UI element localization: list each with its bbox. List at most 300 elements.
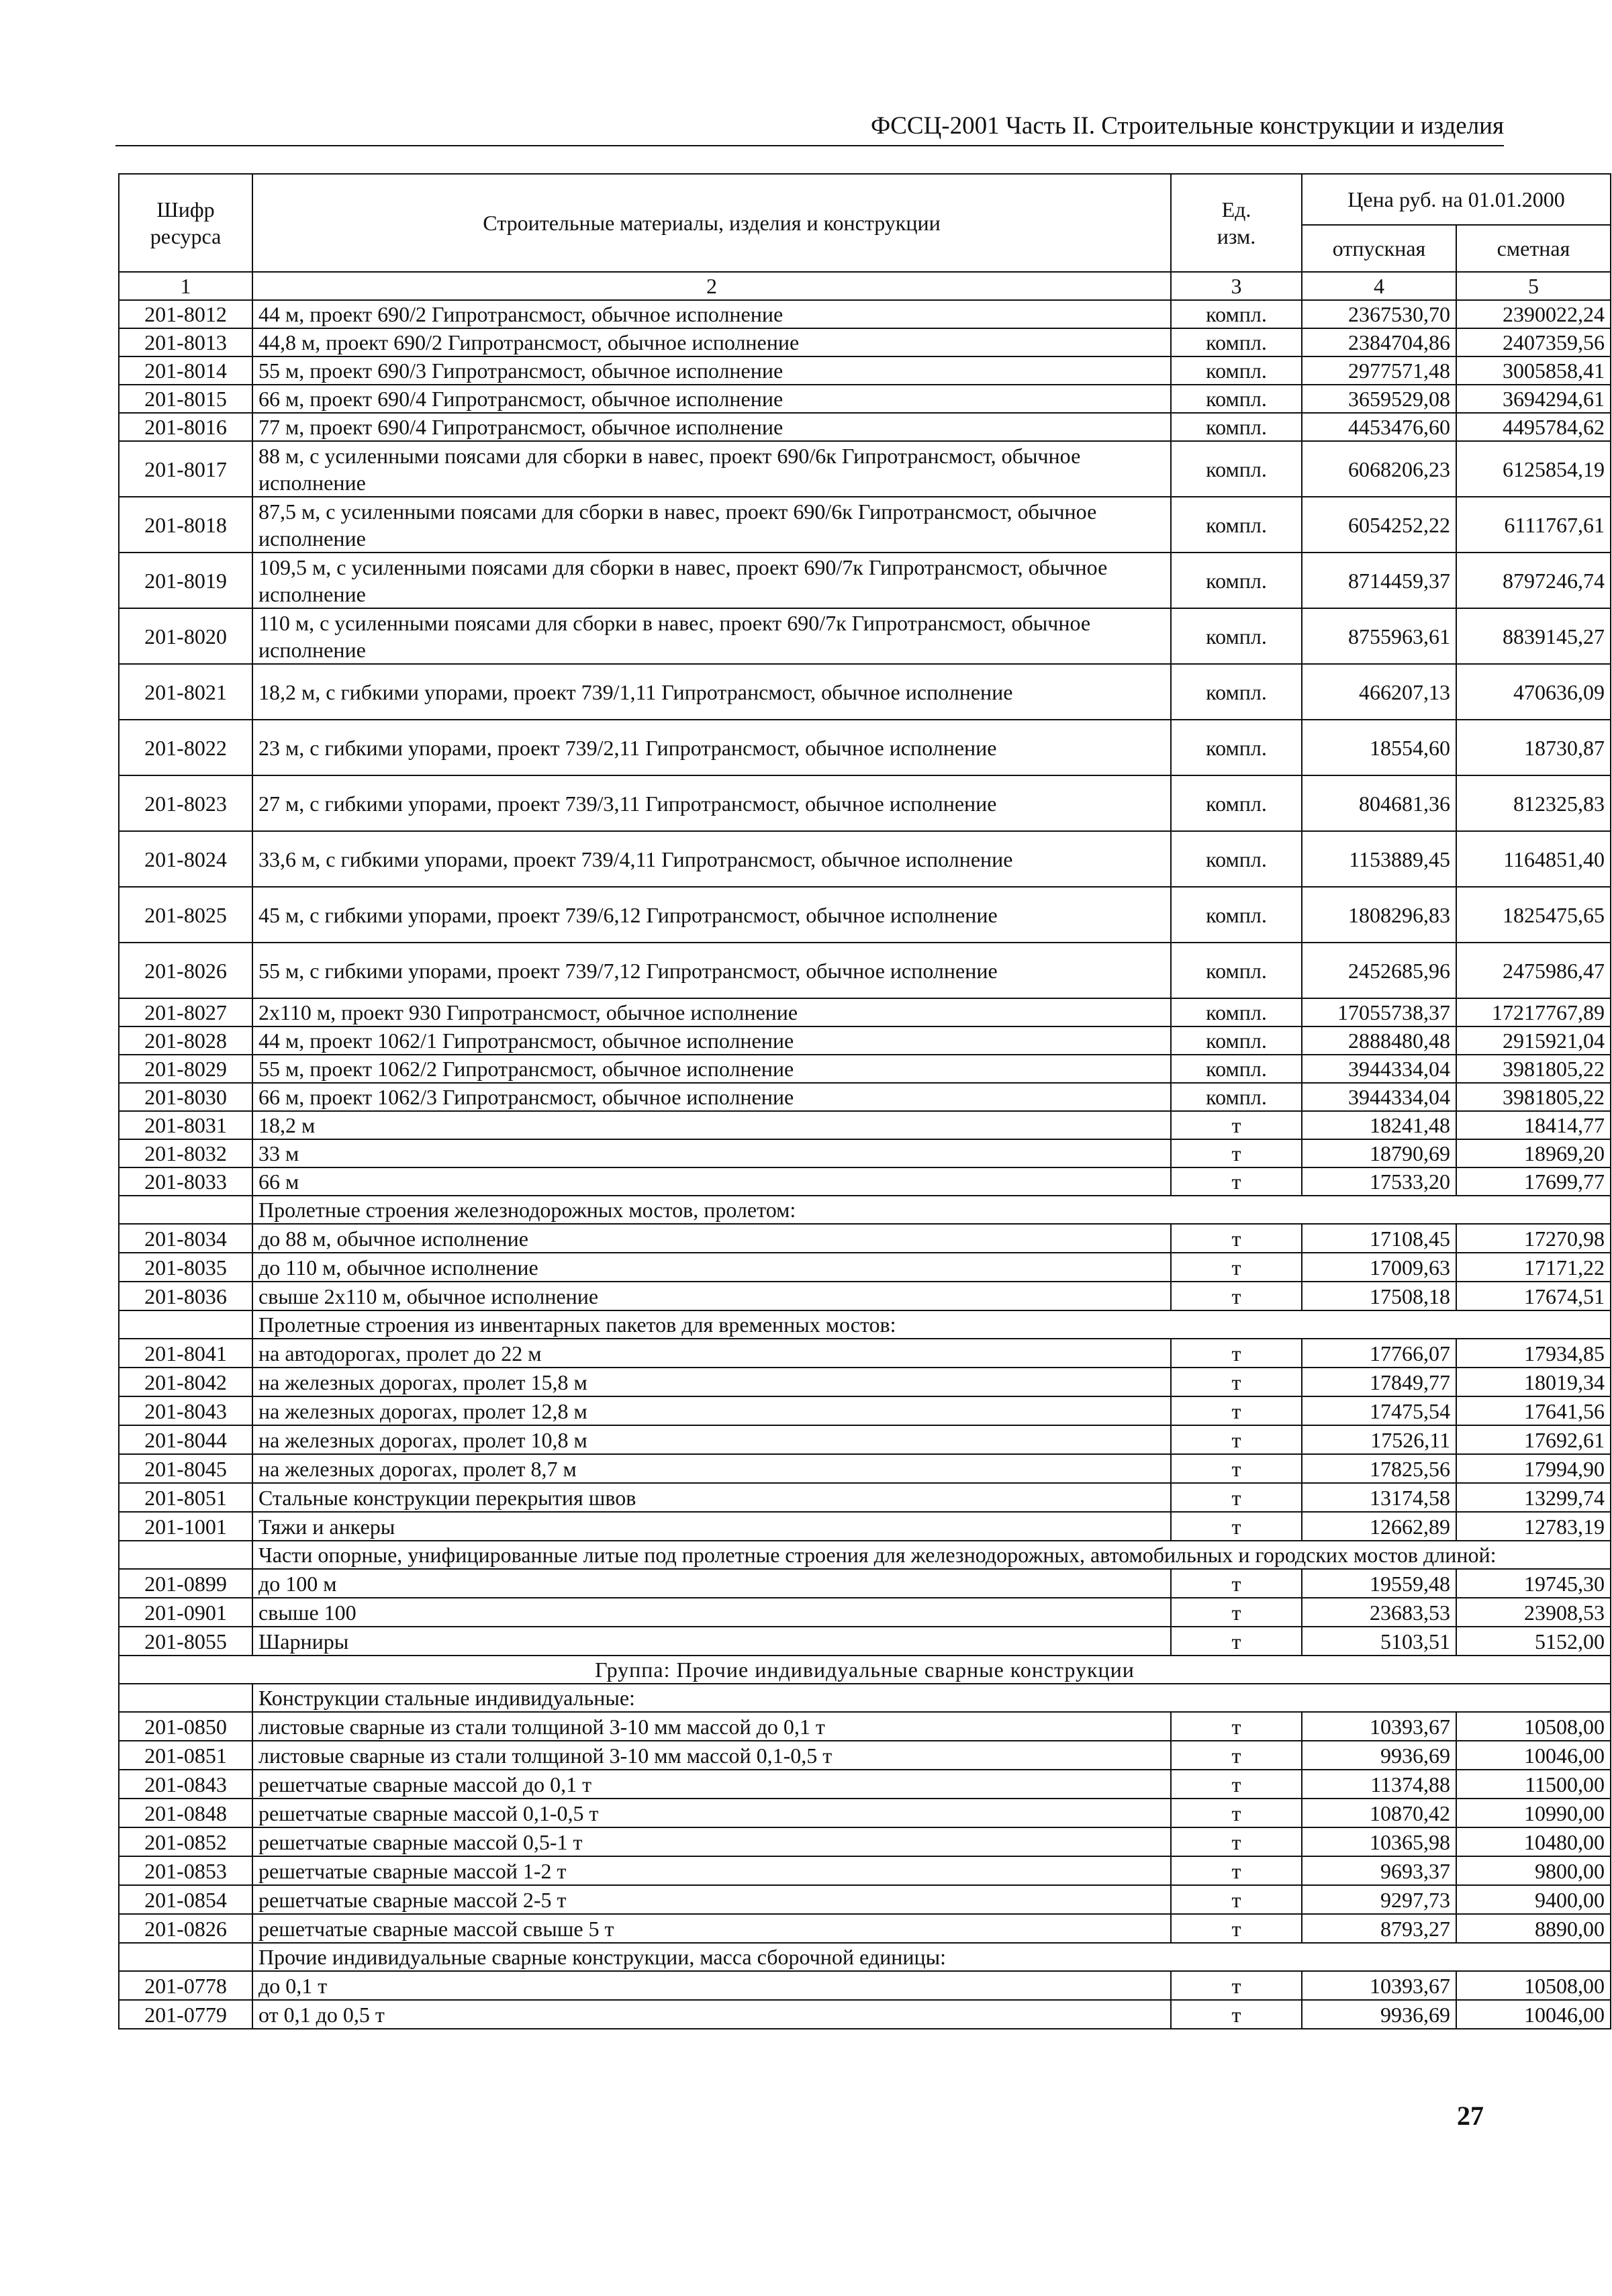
resource-code: 201-8022 (119, 720, 252, 775)
unit-cell: компл. (1171, 1055, 1302, 1083)
resource-code: 201-8019 (119, 553, 252, 608)
estimate-price: 18969,20 (1456, 1139, 1611, 1167)
item-name: листовые сварные из стали толщиной 3-10 мм массой 0,1-0,5 т (252, 1741, 1171, 1770)
unit-cell: компл. (1171, 887, 1302, 943)
column-number: 5 (1456, 272, 1611, 300)
unit-cell: компл. (1171, 943, 1302, 998)
table-row (119, 1368, 1611, 1396)
item-name: на железных дорогах, пролет 8,7 м (252, 1454, 1171, 1483)
release-price: 17475,54 (1302, 1396, 1456, 1425)
release-price: 17825,56 (1302, 1454, 1456, 1483)
estimate-price: 19745,30 (1456, 1569, 1611, 1598)
table-row (119, 385, 1611, 413)
release-price: 6068206,23 (1302, 441, 1456, 497)
release-price: 23683,53 (1302, 1598, 1456, 1627)
resource-code: 201-8032 (119, 1139, 252, 1167)
resource-code: 201-8033 (119, 1167, 252, 1196)
table-row (119, 831, 1611, 887)
unit-cell: компл. (1171, 385, 1302, 413)
item-name: 77 м, проект 690/4 Гипротрансмост, обычное исполнение (252, 413, 1171, 441)
table-row (119, 1055, 1611, 1083)
column-header-price: Цена руб. на 01.01.2000 (1302, 174, 1611, 225)
unit-cell: компл. (1171, 664, 1302, 720)
release-price: 9297,73 (1302, 1885, 1456, 1914)
estimate-price: 1164851,40 (1456, 831, 1611, 887)
item-name: свыше 100 (252, 1598, 1171, 1627)
table-row (119, 1425, 1611, 1454)
table-row (119, 720, 1611, 775)
estimate-price: 13299,74 (1456, 1483, 1611, 1512)
table-row (119, 943, 1611, 998)
resource-code: 201-8043 (119, 1396, 252, 1425)
table-row (119, 1253, 1611, 1282)
item-name: решетчатые сварные массой 1-2 т (252, 1856, 1171, 1885)
estimate-price: 6111767,61 (1456, 497, 1611, 553)
release-price: 18241,48 (1302, 1111, 1456, 1139)
unit-cell: т (1171, 1741, 1302, 1770)
column-header-name: Строительные материалы, изделия и конструкции (252, 174, 1171, 272)
release-price: 18790,69 (1302, 1139, 1456, 1167)
release-price: 2977571,48 (1302, 356, 1456, 385)
table-row (119, 1224, 1611, 1253)
resource-code: 201-8036 (119, 1282, 252, 1310)
estimate-price: 1825475,65 (1456, 887, 1611, 943)
unit-cell: компл. (1171, 720, 1302, 775)
release-price: 9936,69 (1302, 1741, 1456, 1770)
table-row (119, 1454, 1611, 1483)
estimate-price: 812325,83 (1456, 775, 1611, 831)
resource-code: 201-8041 (119, 1339, 252, 1368)
unit-cell: т (1171, 1770, 1302, 1799)
resource-code: 201-8015 (119, 385, 252, 413)
unit-cell: компл. (1171, 413, 1302, 441)
table-row (119, 300, 1611, 328)
unit-cell: компл. (1171, 1026, 1302, 1055)
release-price: 2367530,70 (1302, 300, 1456, 328)
table-row (119, 1827, 1611, 1856)
release-price: 11374,88 (1302, 1770, 1456, 1799)
estimate-price: 8890,00 (1456, 1914, 1611, 1943)
column-header-release-price: отпускная (1302, 225, 1456, 272)
estimate-price: 17171,22 (1456, 1253, 1611, 1282)
section-heading: Пролетные строения железнодорожных мостов, пролетом: (252, 1196, 1611, 1224)
table-row (119, 2000, 1611, 2029)
table-row (119, 608, 1611, 664)
estimate-price: 17994,90 (1456, 1454, 1611, 1483)
resource-code: 201-8023 (119, 775, 252, 831)
resource-code: 201-0852 (119, 1827, 252, 1856)
unit-cell: т (1171, 1396, 1302, 1425)
release-price: 10365,98 (1302, 1827, 1456, 1856)
item-name: до 0,1 т (252, 1971, 1171, 2000)
unit-cell: т (1171, 1253, 1302, 1282)
table-row (119, 441, 1611, 497)
estimate-price: 3005858,41 (1456, 356, 1611, 385)
unit-cell: т (1171, 1224, 1302, 1253)
resource-code: 201-8026 (119, 943, 252, 998)
estimate-price: 18414,77 (1456, 1111, 1611, 1139)
item-name: 55 м, проект 690/3 Гипротрансмост, обычное исполнение (252, 356, 1171, 385)
estimate-price: 23908,53 (1456, 1598, 1611, 1627)
estimate-price: 17270,98 (1456, 1224, 1611, 1253)
unit-cell: т (1171, 1111, 1302, 1139)
section-empty-cell (119, 1684, 252, 1712)
estimate-price: 10480,00 (1456, 1827, 1611, 1856)
unit-cell: т (1171, 1139, 1302, 1167)
estimate-price: 17217767,89 (1456, 998, 1611, 1026)
item-name: до 100 м (252, 1569, 1171, 1598)
release-price: 17009,63 (1302, 1253, 1456, 1282)
section-heading: Пролетные строения из инвентарных пакетов для временных мостов: (252, 1310, 1611, 1339)
item-name: до 110 м, обычное исполнение (252, 1253, 1171, 1282)
table-row (119, 1914, 1611, 1943)
unit-cell: т (1171, 1712, 1302, 1741)
resource-code: 201-8018 (119, 497, 252, 553)
resource-code: 201-0851 (119, 1741, 252, 1770)
item-name: 87,5 м, с усиленными поясами для сборки в навес, проект 690/6к Гипротрансмост, обычное исполнение (252, 497, 1171, 553)
unit-cell: компл. (1171, 775, 1302, 831)
item-name: на автодорогах, пролет до 22 м (252, 1339, 1171, 1368)
unit-cell: компл. (1171, 831, 1302, 887)
resource-code: 201-8021 (119, 664, 252, 720)
item-name: Шарниры (252, 1627, 1171, 1656)
table-row (119, 1512, 1611, 1541)
estimate-price: 4495784,62 (1456, 413, 1611, 441)
release-price: 3944334,04 (1302, 1083, 1456, 1111)
unit-cell: т (1171, 1827, 1302, 1856)
release-price: 5103,51 (1302, 1627, 1456, 1656)
column-header-unit (1171, 174, 1302, 272)
unit-cell: т (1171, 1627, 1302, 1656)
unit-cell: компл. (1171, 608, 1302, 664)
item-name: 55 м, проект 1062/2 Гипротрансмост, обычное исполнение (252, 1055, 1171, 1083)
resource-code: 201-1001 (119, 1512, 252, 1541)
item-name: решетчатые сварные массой свыше 5 т (252, 1914, 1171, 1943)
item-name: 55 м, с гибкими упорами, проект 739/7,12 Гипротрансмост, обычное исполнение (252, 943, 1171, 998)
column-number-row (119, 272, 1611, 300)
section-heading-row (119, 1310, 1611, 1339)
release-price: 466207,13 (1302, 664, 1456, 720)
resource-code: 201-8027 (119, 998, 252, 1026)
item-name: до 88 м, обычное исполнение (252, 1224, 1171, 1253)
column-header-code-text: Шифр ресурса (150, 197, 222, 248)
unit-cell: компл. (1171, 300, 1302, 328)
release-price: 17508,18 (1302, 1282, 1456, 1310)
estimate-price: 17674,51 (1456, 1282, 1611, 1310)
table-row (119, 1799, 1611, 1827)
table-row (119, 1885, 1611, 1914)
unit-cell: компл. (1171, 328, 1302, 356)
estimate-price: 10046,00 (1456, 1741, 1611, 1770)
resource-code: 201-0848 (119, 1799, 252, 1827)
unit-cell: т (1171, 1425, 1302, 1454)
unit-cell: т (1171, 1914, 1302, 1943)
price-table (118, 173, 1611, 2029)
unit-cell: т (1171, 1512, 1302, 1541)
table-row (119, 1167, 1611, 1196)
item-name: 27 м, с гибкими упорами, проект 739/3,11 Гипротрансмост, обычное исполнение (252, 775, 1171, 831)
unit-cell: компл. (1171, 497, 1302, 553)
column-header-unit-text: Ед. изм. (1217, 197, 1256, 248)
item-name: Тяжи и анкеры (252, 1512, 1171, 1541)
column-number: 3 (1171, 272, 1302, 300)
item-name: 44,8 м, проект 690/2 Гипротрансмост, обычное исполнение (252, 328, 1171, 356)
table-row (119, 1396, 1611, 1425)
table-row (119, 497, 1611, 553)
running-header: ФССЦ-2001 Часть II. Строительные конструкции и изделия (871, 112, 1504, 140)
unit-cell: т (1171, 1167, 1302, 1196)
resource-code: 201-8020 (119, 608, 252, 664)
estimate-price: 18019,34 (1456, 1368, 1611, 1396)
release-price: 17108,45 (1302, 1224, 1456, 1253)
item-name: 109,5 м, с усиленными поясами для сборки в навес, проект 690/7к Гипротрансмост, обычное исполнение (252, 553, 1171, 608)
estimate-price: 470636,09 (1456, 664, 1611, 720)
release-price: 10393,67 (1302, 1712, 1456, 1741)
item-name: свыше 2х110 м, обычное исполнение (252, 1282, 1171, 1310)
table-row (119, 664, 1611, 720)
estimate-price: 2915921,04 (1456, 1026, 1611, 1055)
release-price: 17526,11 (1302, 1425, 1456, 1454)
estimate-price: 3981805,22 (1456, 1055, 1611, 1083)
item-name: 18,2 м, с гибкими упорами, проект 739/1,11 Гипротрансмост, обычное исполнение (252, 664, 1171, 720)
resource-code: 201-0853 (119, 1856, 252, 1885)
unit-cell: т (1171, 1339, 1302, 1368)
resource-code: 201-8045 (119, 1454, 252, 1483)
item-name: решетчатые сварные массой 0,5-1 т (252, 1827, 1171, 1856)
resource-code: 201-8016 (119, 413, 252, 441)
unit-cell: т (1171, 1454, 1302, 1483)
item-name: решетчатые сварные массой до 0,1 т (252, 1770, 1171, 1799)
resource-code: 201-0899 (119, 1569, 252, 1598)
table-row (119, 1569, 1611, 1598)
resource-code: 201-8035 (119, 1253, 252, 1282)
estimate-price: 6125854,19 (1456, 441, 1611, 497)
unit-cell: т (1171, 1368, 1302, 1396)
section-heading-row (119, 1684, 1611, 1712)
resource-code: 201-0854 (119, 1885, 252, 1914)
unit-cell: т (1171, 1971, 1302, 2000)
release-price: 10870,42 (1302, 1799, 1456, 1827)
table-row (119, 328, 1611, 356)
resource-code: 201-0901 (119, 1598, 252, 1627)
release-price: 9936,69 (1302, 2000, 1456, 2029)
resource-code: 201-8044 (119, 1425, 252, 1454)
estimate-price: 3694294,61 (1456, 385, 1611, 413)
table-row (119, 1971, 1611, 2000)
column-number: 2 (252, 272, 1171, 300)
item-name: Стальные конструкции перекрытия швов (252, 1483, 1171, 1512)
item-name: 18,2 м (252, 1111, 1171, 1139)
item-name: 2х110 м, проект 930 Гипротрансмост, обычное исполнение (252, 998, 1171, 1026)
unit-cell: компл. (1171, 553, 1302, 608)
table-row (119, 1598, 1611, 1627)
unit-cell: т (1171, 1799, 1302, 1827)
unit-cell: т (1171, 1282, 1302, 1310)
table-row (119, 1139, 1611, 1167)
table-row (119, 1339, 1611, 1368)
unit-cell: т (1171, 1856, 1302, 1885)
release-price: 8755963,61 (1302, 608, 1456, 664)
section-heading: Прочие индивидуальные сварные конструкции, масса сборочной единицы: (252, 1943, 1611, 1971)
section-empty-cell (119, 1943, 252, 1971)
release-price: 2452685,96 (1302, 943, 1456, 998)
table-row (119, 1627, 1611, 1656)
resource-code: 201-0843 (119, 1770, 252, 1799)
estimate-price: 12783,19 (1456, 1512, 1611, 1541)
resource-code: 201-8042 (119, 1368, 252, 1396)
column-header-code (119, 174, 252, 272)
item-name: 33,6 м, с гибкими упорами, проект 739/4,11 Гипротрансмост, обычное исполнение (252, 831, 1171, 887)
estimate-price: 18730,87 (1456, 720, 1611, 775)
table-row (119, 356, 1611, 385)
release-price: 19559,48 (1302, 1569, 1456, 1598)
item-name: на железных дорогах, пролет 10,8 м (252, 1425, 1171, 1454)
section-empty-cell (119, 1196, 252, 1224)
group-heading-row (119, 1656, 1611, 1684)
table-body (119, 272, 1611, 2029)
table-row (119, 998, 1611, 1026)
release-price: 8793,27 (1302, 1914, 1456, 1943)
table-row (119, 887, 1611, 943)
page-number: 27 (1457, 2101, 1484, 2131)
estimate-price: 17692,61 (1456, 1425, 1611, 1454)
resource-code: 201-8017 (119, 441, 252, 497)
table-row (119, 775, 1611, 831)
resource-code: 201-8029 (119, 1055, 252, 1083)
column-number: 1 (119, 272, 252, 300)
estimate-price: 17699,77 (1456, 1167, 1611, 1196)
release-price: 10393,67 (1302, 1971, 1456, 2000)
release-price: 4453476,60 (1302, 413, 1456, 441)
release-price: 3944334,04 (1302, 1055, 1456, 1083)
unit-cell: компл. (1171, 1083, 1302, 1111)
release-price: 2384704,86 (1302, 328, 1456, 356)
unit-cell: компл. (1171, 998, 1302, 1026)
resource-code: 201-8024 (119, 831, 252, 887)
estimate-price: 9800,00 (1456, 1856, 1611, 1885)
section-empty-cell (119, 1541, 252, 1569)
table-row (119, 1026, 1611, 1055)
column-header-estimate-price: сметная (1456, 225, 1611, 272)
estimate-price: 9400,00 (1456, 1885, 1611, 1914)
release-price: 17055738,37 (1302, 998, 1456, 1026)
estimate-price: 10508,00 (1456, 1971, 1611, 2000)
item-name: 44 м, проект 1062/1 Гипротрансмост, обычное исполнение (252, 1026, 1171, 1055)
item-name: 66 м, проект 1062/3 Гипротрансмост, обычное исполнение (252, 1083, 1171, 1111)
item-name: 45 м, с гибкими упорами, проект 739/6,12 Гипротрансмост, обычное исполнение (252, 887, 1171, 943)
section-heading-row (119, 1943, 1611, 1971)
resource-code: 201-8025 (119, 887, 252, 943)
section-heading: Конструкции стальные индивидуальные: (252, 1684, 1611, 1712)
resource-code: 201-0779 (119, 2000, 252, 2029)
estimate-price: 3981805,22 (1456, 1083, 1611, 1111)
resource-code: 201-8013 (119, 328, 252, 356)
section-heading-row (119, 1541, 1611, 1569)
resource-code: 201-0826 (119, 1914, 252, 1943)
resource-code: 201-0850 (119, 1712, 252, 1741)
release-price: 804681,36 (1302, 775, 1456, 831)
resource-code: 201-8014 (119, 356, 252, 385)
estimate-price: 10990,00 (1456, 1799, 1611, 1827)
unit-cell: компл. (1171, 441, 1302, 497)
item-name: на железных дорогах, пролет 12,8 м (252, 1396, 1171, 1425)
unit-cell: т (1171, 1885, 1302, 1914)
item-name: 44 м, проект 690/2 Гипротрансмост, обычное исполнение (252, 300, 1171, 328)
release-price: 18554,60 (1302, 720, 1456, 775)
item-name: 66 м (252, 1167, 1171, 1196)
release-price: 8714459,37 (1302, 553, 1456, 608)
estimate-price: 10508,00 (1456, 1712, 1611, 1741)
release-price: 6054252,22 (1302, 497, 1456, 553)
release-price: 13174,58 (1302, 1483, 1456, 1512)
table-row (119, 1741, 1611, 1770)
item-name: решетчатые сварные массой 2-5 т (252, 1885, 1171, 1914)
release-price: 3659529,08 (1302, 385, 1456, 413)
release-price: 12662,89 (1302, 1512, 1456, 1541)
estimate-price: 2475986,47 (1456, 943, 1611, 998)
section-heading-row (119, 1196, 1611, 1224)
column-number: 4 (1302, 272, 1456, 300)
resource-code: 201-8028 (119, 1026, 252, 1055)
estimate-price: 2407359,56 (1456, 328, 1611, 356)
unit-cell: т (1171, 1483, 1302, 1512)
estimate-price: 11500,00 (1456, 1770, 1611, 1799)
estimate-price: 10046,00 (1456, 2000, 1611, 2029)
release-price: 17533,20 (1302, 1167, 1456, 1196)
resource-code: 201-8055 (119, 1627, 252, 1656)
resource-code: 201-8034 (119, 1224, 252, 1253)
release-price: 9693,37 (1302, 1856, 1456, 1885)
header-divider (115, 145, 1504, 146)
estimate-price: 8839145,27 (1456, 608, 1611, 664)
table-row (119, 413, 1611, 441)
release-price: 17766,07 (1302, 1339, 1456, 1368)
estimate-price: 2390022,24 (1456, 300, 1611, 328)
item-name: 110 м, с усиленными поясами для сборки в навес, проект 690/7к Гипротрансмост, обычное исполнение (252, 608, 1171, 664)
table-row (119, 1483, 1611, 1512)
item-name: решетчатые сварные массой 0,1-0,5 т (252, 1799, 1171, 1827)
table-row (119, 553, 1611, 608)
resource-code: 201-8051 (119, 1483, 252, 1512)
table-row (119, 1856, 1611, 1885)
section-empty-cell (119, 1310, 252, 1339)
unit-cell: т (1171, 1569, 1302, 1598)
unit-cell: компл. (1171, 356, 1302, 385)
item-name: 33 м (252, 1139, 1171, 1167)
table-row (119, 1770, 1611, 1799)
item-name: 88 м, с усиленными поясами для сборки в навес, проект 690/6к Гипротрансмост, обычное исполнение (252, 441, 1171, 497)
unit-cell: т (1171, 2000, 1302, 2029)
estimate-price: 17641,56 (1456, 1396, 1611, 1425)
section-heading: Части опорные, унифицированные литые под пролетные строения для железнодорожных, автомобильных и городских мостов длиной: (252, 1541, 1611, 1569)
item-name: на железных дорогах, пролет 15,8 м (252, 1368, 1171, 1396)
unit-cell: т (1171, 1598, 1302, 1627)
release-price: 1153889,45 (1302, 831, 1456, 887)
estimate-price: 17934,85 (1456, 1339, 1611, 1368)
table-row (119, 1282, 1611, 1310)
release-price: 2888480,48 (1302, 1026, 1456, 1055)
release-price: 17849,77 (1302, 1368, 1456, 1396)
resource-code: 201-8031 (119, 1111, 252, 1139)
estimate-price: 5152,00 (1456, 1627, 1611, 1656)
item-name: 66 м, проект 690/4 Гипротрансмост, обычное исполнение (252, 385, 1171, 413)
resource-code: 201-0778 (119, 1971, 252, 2000)
table-row (119, 1083, 1611, 1111)
table-row (119, 1712, 1611, 1741)
group-heading: Группа: Прочие индивидуальные сварные конструкции (119, 1656, 1611, 1684)
table-row (119, 1111, 1611, 1139)
item-name: 23 м, с гибкими упорами, проект 739/2,11 Гипротрансмост, обычное исполнение (252, 720, 1171, 775)
